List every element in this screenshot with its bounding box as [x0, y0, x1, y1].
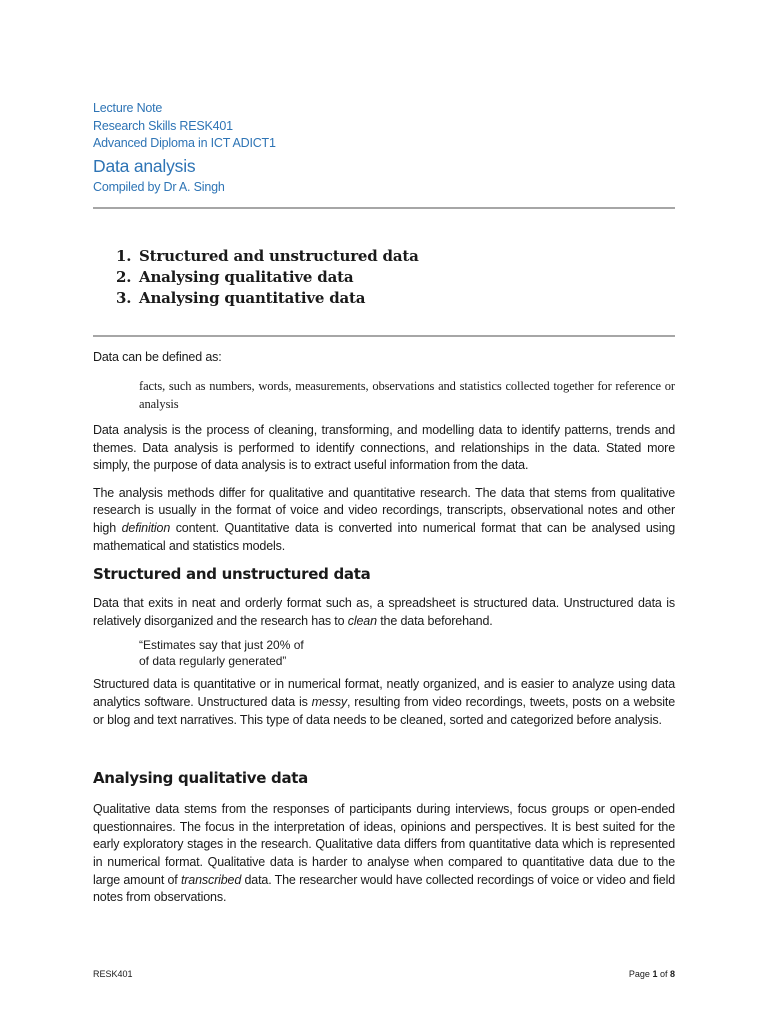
quote-line: of data regularly generated”	[139, 654, 287, 669]
paragraph: Data analysis is the process of cleaning, transforming, and modelling data to identify patterns, trends and themes. Data analysis is performed to identify connections, and relationships in the data. Stated more simply, the purpose of data analysis is to extract useful information from the data.	[93, 423, 675, 473]
document-page	[93, 100, 675, 907]
toc-number: 1.	[116, 246, 132, 265]
pull-quote	[139, 637, 675, 669]
divider-bottom	[93, 335, 675, 337]
toc-item	[93, 246, 675, 267]
page-title: Data analysis	[93, 155, 196, 176]
toc-label: Analysing quantitative data	[139, 288, 366, 307]
emphasis-text: transcribed	[180, 872, 242, 887]
programme-name: Advanced Diploma in ICT ADICT1	[93, 136, 276, 150]
current-page: 1	[652, 969, 658, 979]
text-run: Structured data is quantitative or in numerical format, neatly organized, and is easier to analyze using data analytics software. Unstructured data is	[93, 677, 675, 710]
quote-line: “Estimates say that just 20% of	[139, 638, 304, 653]
emphasis-text: clean	[347, 613, 377, 628]
divider-top	[93, 207, 675, 209]
author-line: Compiled by Dr A. Singh	[93, 179, 225, 194]
page-number	[629, 968, 675, 980]
section-heading: Analysing qualitative data	[93, 769, 308, 788]
course-name: Research Skills RESK401	[93, 118, 233, 133]
page-label: Page	[628, 969, 653, 979]
toc-label: Structured and unstructured data	[139, 246, 419, 265]
intro-text: Data can be defined as:	[93, 349, 222, 364]
definition-quote: facts, such as numbers, words, measurements, observations and statistics collected together for reference or analysis	[139, 379, 675, 411]
text-run: content. Quantitative data is converted into numerical format that can be analysed using mathematical and statistics models.	[93, 521, 675, 553]
doc-type: Lecture Note	[93, 101, 163, 115]
table-of-contents	[93, 246, 675, 309]
toc-item	[93, 267, 675, 288]
text-run: , resulting from video recordings, tweets, posts on a website or blog and text narratives. This type of data needs to be cleaned, sorted and categorized before analysis.	[93, 695, 675, 727]
text-run: the data beforehand.	[376, 613, 493, 628]
text-run: The analysis methods differ for qualitative and quantitative research. The data that stems from qualitative research is usually in the format of voice and video recordings, transcripts, observational notes and other high	[93, 485, 675, 536]
text-run: Qualitative data stems from the responses of participants during interviews, focus groups or open-ended questionnaires. The focus in the interpretation of ideas, opinions and perspectives. It is best suited for the early exploratory stages in the research. Qualitative data differs from quantitative data which is represented in numerical format. Qualitative data is harder to analyse when compared to quantitative data due to the large amount of	[93, 802, 675, 887]
toc-label: Analysing qualitative data	[139, 267, 354, 286]
paragraph	[93, 485, 675, 555]
section-heading: Structured and unstructured data	[93, 565, 371, 584]
toc-number: 2.	[116, 267, 132, 286]
page-of: of	[657, 969, 670, 979]
text-run: Data that exits in neat and orderly format such as, a spreadsheet is structured data. Unstructured data is relatively disorganized and the research has to	[93, 596, 675, 628]
paragraph	[93, 801, 675, 907]
total-pages: 8	[669, 969, 675, 979]
emphasis-text: definition	[121, 521, 171, 536]
emphasis-text: messy	[311, 695, 348, 710]
paragraph	[93, 595, 675, 630]
footer-course-code: RESK401	[93, 969, 133, 979]
text-run: data. The researcher would have collected recordings of voice or video and field notes from observations.	[93, 872, 675, 905]
paragraph	[93, 676, 675, 729]
toc-number: 3.	[116, 288, 132, 307]
toc-item	[93, 288, 675, 309]
